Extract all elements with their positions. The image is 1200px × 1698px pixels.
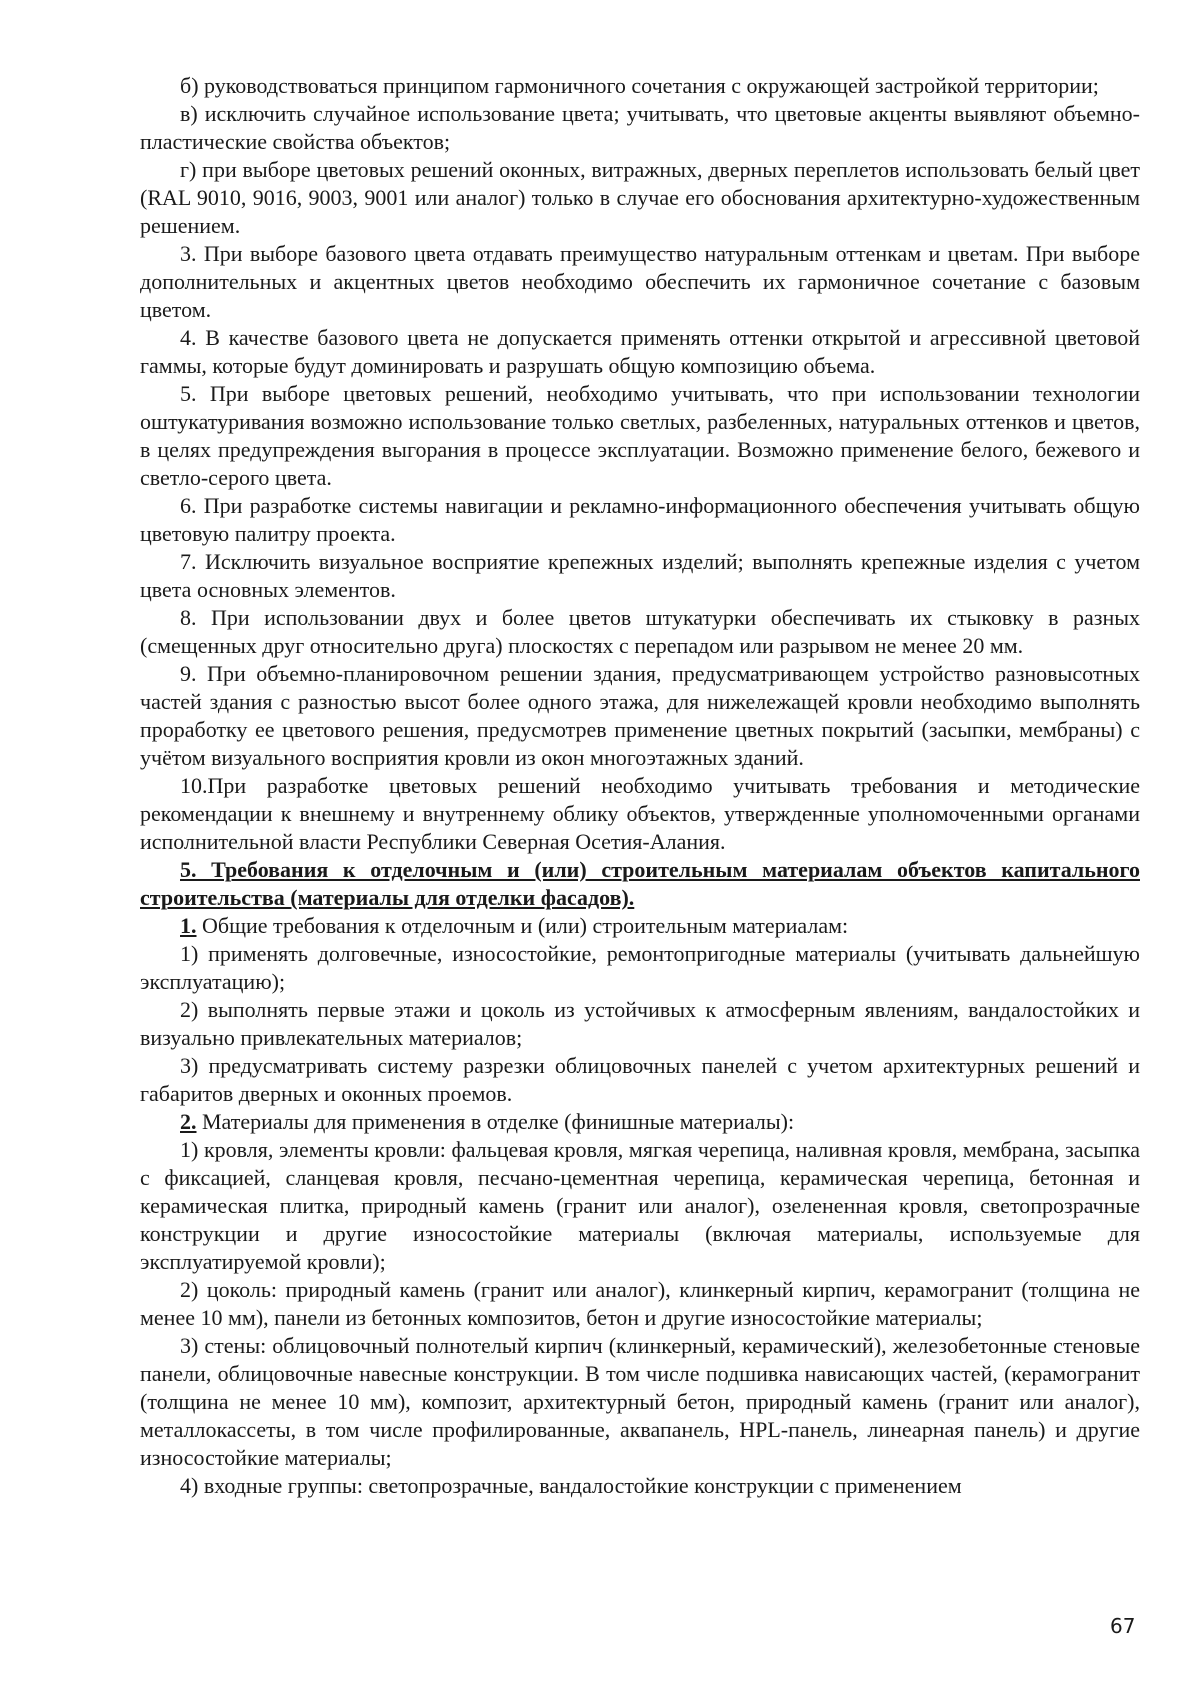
paragraph-v: в) исключить случайное использование цвета; учитывать, что цветовые акценты выявляют объемно-пластические свойства объектов; [140, 101, 1140, 154]
paragraph-8: 8. При использовании двух и более цветов штукатурки обеспечивать их стыковку в разных (смещенных друг относительно друга) плоскостях с перепадом или разрывом не менее 20 мм. [140, 605, 1140, 658]
paragraph-10: 10.При разработке цветовых решений необходимо учитывать требования и методические рекомендации к внешнему и внутреннему облику объектов, утвержденные уполномоченными органами исполнительной власти Республики Северная Осетия-Алания. [140, 773, 1140, 854]
paragraph-g: г) при выборе цветовых решений оконных, витражных, дверных переплетов использовать белый цвет (RAL 9010, 9016, 9003, 9001 или аналог) только в случае его обоснования архитектурно-художественным решением. [140, 157, 1140, 238]
paragraph-5: 5. При выборе цветовых решений, необходимо учитывать, что при использовании технологии оштукатуривания возможно использование только светлых, разбеленных, натуральных оттенков и цветов, в целях предупреждения выгорания в процессе эксплуатации. Возможно применение белого, бежевого и светло-серого цвета. [140, 381, 1140, 490]
materials-text: Материалы для применения в отделке (финишные материалы): [196, 1109, 795, 1134]
materials-item-2: 2) цоколь: природный камень (гранит или аналог), клинкерный кирпич, керамогранит (толщина не менее 10 мм), панели из бетонных композитов, бетон и другие износостойкие материалы; [140, 1277, 1140, 1330]
paragraph-7: 7. Исключить визуальное восприятие крепежных изделий; выполнять крепежные изделия с учетом цвета основных элементов. [140, 549, 1140, 602]
paragraph-6: 6. При разработке системы навигации и рекламно-информационного обеспечения учитывать общую цветовую палитру проекта. [140, 493, 1140, 546]
paragraph-4: 4. В качестве базового цвета не допускается применять оттенки открытой и агрессивной цветовой гаммы, которые будут доминировать и разрушать общую композицию объема. [140, 325, 1140, 378]
paragraph-3: 3. При выборе базового цвета отдавать преимущество натуральным оттенкам и цветам. При выборе дополнительных и акцентных цветов необходимо обеспечить их гармоничное сочетание с базовым цветом. [140, 241, 1140, 322]
materials-item-3: 3) стены: облицовочный полнотелый кирпич (клинкерный, керамический), железобетонные стеновые панели, облицовочные навесные конструкции. В том числе подшивка нависающих частей, (керамогранит (толщина не менее 10 мм), композит, архитектурный бетон, природный камень (гранит или аналог), металлокассеты, в том числе профилированные, аквапанель, HPL-панель, линеарная панель) и другие износостойкие материалы; [140, 1333, 1140, 1470]
paragraph-b: б) руководствоваться принципом гармоничного сочетания с окружающей застройкой территории; [180, 73, 1099, 98]
paragraph-9: 9. При объемно-планировочном решении здания, предусматривающем устройство разновысотных частей здания с разностью высот более одного этажа, для нижележащей кровли необходимо выполнять проработку ее цветового решения, предусмотрев применение цветных покрытий (засыпки, мембраны) с учётом визуального восприятия кровли из окон многоэтажных зданий. [140, 661, 1140, 770]
section-heading: 5. Требования к отделочным и (или) строительным материалам объектов капитального строительства (материалы для отделки фасадов). [140, 857, 1140, 910]
page-body [140, 72, 1140, 1500]
materials-number: 2. [180, 1109, 197, 1134]
general-item-1: 1) применять долговечные, износостойкие, ремонтопригодные материалы (учитывать дальнейшую эксплуатацию); [140, 941, 1140, 994]
general-requirements-intro [140, 912, 1140, 940]
general-item-2: 2) выполнять первые этажи и цоколь из устойчивых к атмосферным явлениям, вандалостойких и визуально привлекательных материалов; [140, 997, 1140, 1050]
materials-intro [140, 1108, 1140, 1136]
general-number: 1. [180, 913, 197, 938]
general-text: Общие требования к отделочным и (или) строительным материалам: [196, 913, 849, 938]
page-number: 67 [1110, 1614, 1136, 1638]
materials-item-4: 4) входные группы: светопрозрачные, вандалостойкие конструкции с применением [180, 1473, 962, 1498]
materials-item-1: 1) кровля, элементы кровли: фальцевая кровля, мягкая черепица, наливная кровля, мембрана, засыпка с фиксацией, сланцевая кровля, песчано-цементная черепица, керамическая черепица, бетонная и керамическая плитка, природный камень (гранит или аналог), озелененная кровля, светопрозрачные конструкции и другие износостойкие материалы (включая материалы, используемые для эксплуатируемой кровли); [140, 1137, 1140, 1274]
general-item-3: 3) предусматривать систему разрезки облицовочных панелей с учетом архитектурных решений и габаритов дверных и оконных проемов. [140, 1053, 1140, 1106]
